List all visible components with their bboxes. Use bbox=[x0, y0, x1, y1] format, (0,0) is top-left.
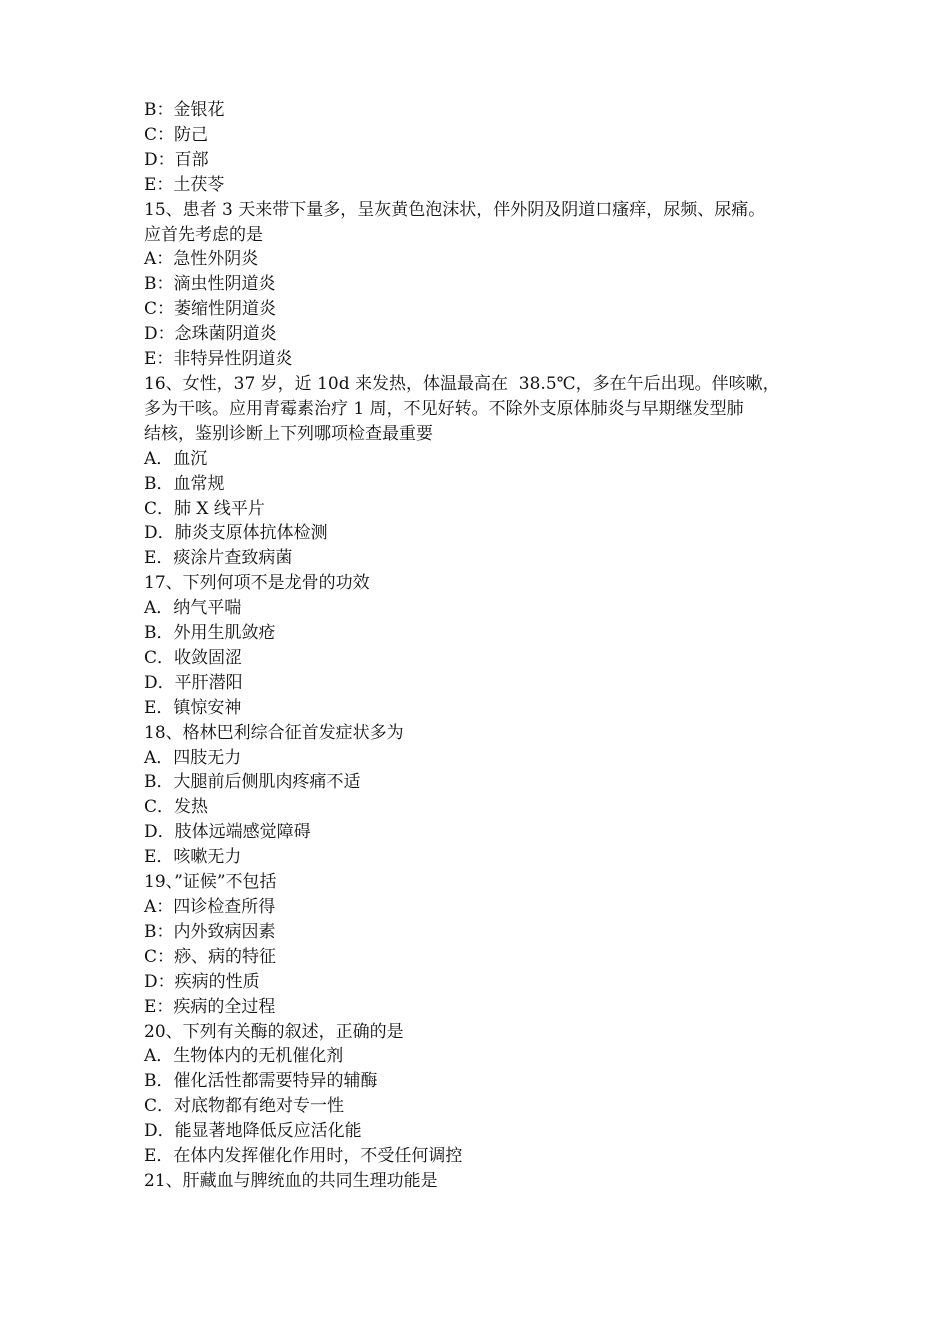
option-e-line: E．镇惊安神 bbox=[144, 697, 242, 718]
option-d-line: D．平肝潜阳 bbox=[144, 672, 243, 693]
option-c-line: C．对底物都有绝对专一性 bbox=[144, 1096, 345, 1117]
option-d-line: D：疾病的性质 bbox=[144, 971, 260, 992]
option-a-line: A：急性外阴炎 bbox=[144, 249, 259, 270]
option-b-line: B：金银花 bbox=[144, 100, 225, 120]
question-16-line-1: 16、女性，37 岁，近 10d 来发热，体温最高在 38.5℃，多在午后出现。伴咳嗽， bbox=[144, 373, 780, 394]
question-16-line-2: 多为干咳。应用青霉素治疗 1 周，不见好转。不除外支原体肺炎与早期继发型肺 bbox=[144, 398, 744, 419]
option-d-line: D．肺炎支原体抗体检测 bbox=[144, 523, 328, 544]
option-c-line: C．发热 bbox=[144, 797, 209, 818]
option-b-line: B：滴虫性阴道炎 bbox=[144, 274, 276, 295]
option-b-line: B．外用生肌敛疮 bbox=[144, 623, 276, 644]
question-16-line-3: 结核，鉴别诊断上下列哪项检查最重要 bbox=[144, 423, 433, 444]
option-d-line: D：念珠菌阴道炎 bbox=[144, 324, 277, 345]
option-e-line: E．咳嗽无力 bbox=[144, 847, 242, 868]
option-c-line: C．收敛固涩 bbox=[144, 647, 243, 668]
option-a-line: A．生物体内的无机催化剂 bbox=[144, 1046, 344, 1067]
option-e-line: E．痰涂片查致病菌 bbox=[144, 548, 293, 569]
option-e-line: E：非特异性阴道炎 bbox=[144, 349, 293, 370]
option-c-line: C．肺 X 线平片 bbox=[144, 498, 265, 519]
option-c-line: C：萎缩性阴道炎 bbox=[144, 299, 277, 320]
option-e-line: E．在体内发挥催化作用时，不受任何调控 bbox=[144, 1146, 463, 1167]
option-e-line: E：土茯苓 bbox=[144, 174, 225, 195]
question-20-line: 20、下列有关酶的叙述，正确的是 bbox=[144, 1021, 404, 1042]
option-b-line: B．血常规 bbox=[144, 473, 225, 494]
question-15-line-1: 15、患者 3 天来带下量多，呈灰黄色泡沫状，伴外阴及阴道口瘙痒，尿频、尿痛。 bbox=[144, 199, 766, 220]
question-15-line-2: 应首先考虑的是 bbox=[144, 224, 263, 245]
option-b-line: B．催化活性都需要特异的辅酶 bbox=[144, 1071, 378, 1092]
option-d-line: D．能显著地降低反应活化能 bbox=[144, 1121, 362, 1142]
option-a-line: A．血沉 bbox=[144, 448, 208, 469]
question-18-line: 18、格林巴利综合征首发症状多为 bbox=[144, 722, 404, 743]
document-page bbox=[144, 98, 824, 1194]
option-e-line: E：疾病的全过程 bbox=[144, 996, 276, 1017]
option-c-line: C：痧、病的特征 bbox=[144, 946, 277, 967]
option-d-line: D．肢体远端感觉障碍 bbox=[144, 822, 311, 843]
option-b-line: B：内外致病因素 bbox=[144, 921, 276, 942]
option-b-line: B．大腿前后侧肌肉疼痛不适 bbox=[144, 772, 361, 793]
question-19-line: 19、”证候”不包括 bbox=[144, 872, 277, 893]
option-a-line: A．四肢无力 bbox=[144, 747, 242, 768]
option-c-line: C：防己 bbox=[144, 124, 209, 145]
question-17-line: 17、下列何项不是龙骨的功效 bbox=[144, 573, 370, 594]
option-a-line: A．纳气平喘 bbox=[144, 598, 242, 619]
question-21-line: 21、肝藏血与脾统血的共同生理功能是 bbox=[144, 1170, 438, 1191]
option-a-line: A：四诊检查所得 bbox=[144, 897, 276, 917]
option-d-line: D：百部 bbox=[144, 149, 209, 170]
